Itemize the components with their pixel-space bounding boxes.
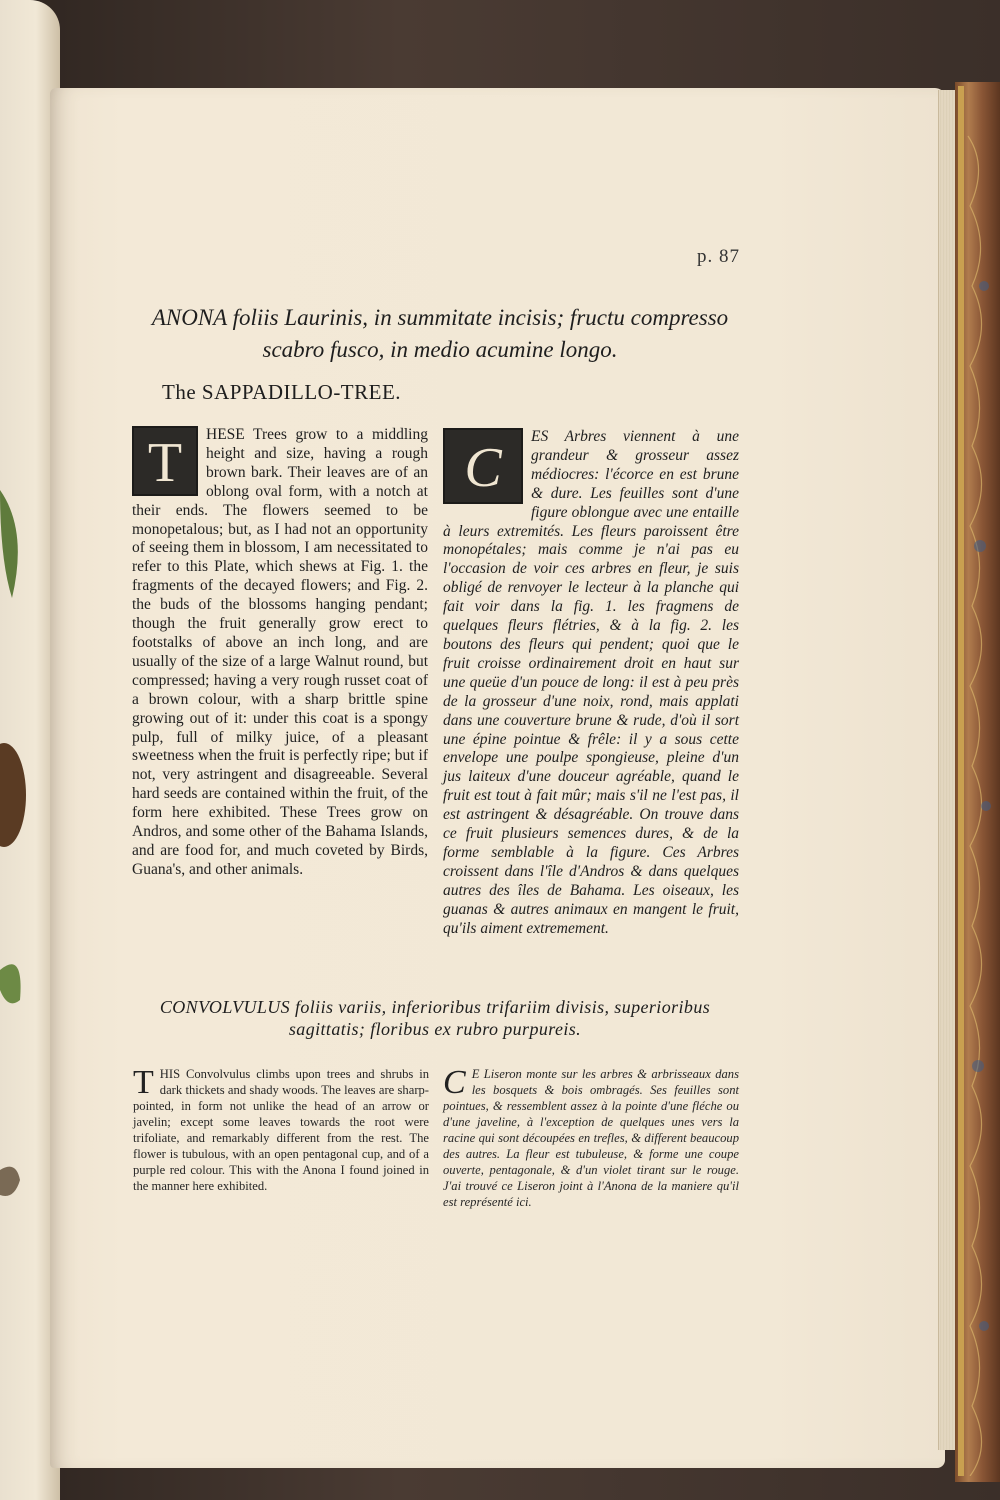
english-body-text: HESE Trees grow to a middling height and size, having a rough brown bark. Their leaves are of an oblong oval form, with a notch at their ends. The flowers seemed to be monopetalous; but, as I had not an opportunity of seeing them in blossom, I am necessitated to refer to this Plate, which shews at Fig. 1. the fragments of the decayed flowers; and Fig. 2. the buds of the blossoms hanging pendant; though the fruit generally grow erect to footstalks of above an inch long, and are usually of the size of a large Walnut round, but compressed; having a very rough russet coat of a brown colour, with a sharp brittle spine growing out of it: under this coat is a spongy pulp, full of milky juice, of a pleasant sweetness when the fruit is perfectly ripe; but if not, very astringent and disagreeable. Several hard seeds are contained within the fruit, of the form here exhibited. These Trees grow on Andros, and some other of the Bahama Islands, and are food for, and much coveted by Birds, Guana's, and other animals.	[132, 426, 428, 878]
latin-title-convolvulus: CONVOLVULUS foliis variis, inferioribus trifariim divisis, superioribus sagittatis; floribus ex rubro purpureis.	[159, 997, 711, 1039]
section-heading-sappadillo: The SAPPADILLO-TREE.	[162, 380, 402, 404]
ornamental-drop-cap: T	[132, 426, 198, 496]
drop-cap: C	[443, 1064, 466, 1101]
french-column-convolvulus	[443, 1066, 739, 1210]
ornamental-drop-cap: C	[443, 428, 523, 504]
latin-title-anona: ANONA foliis Laurinis, in summitate incisis; fructu compresso scabro fusco, in medio acumine longo.	[151, 305, 729, 362]
english-column-sappadillo	[132, 426, 428, 880]
bird-illustration-icon	[0, 1150, 24, 1210]
leaf-illustration-icon	[0, 940, 24, 1020]
page-number: p. 87	[697, 246, 740, 267]
french-column-sappadillo	[443, 428, 739, 938]
english-column-convolvulus	[133, 1066, 429, 1194]
marbled-cover-pattern-icon	[958, 86, 998, 1476]
drop-cap: T	[133, 1064, 154, 1101]
french-body-text: ES Arbres viennent à une grandeur & grosseur assez médiocres: l'écorce en est brune & dure. Les feuilles sont d'une figure oblongue avec une entaille à leurs extremités. Les fleurs paroissent être monopétales; mais comme je n'ai pas eu l'occasion de voir ces arbres en fleur, je suis obligé de renvoyer le lecteur à la planche qui fait voir dans la fig. 1. les fragmens de quelques fleurs flétries, & à la fig. 2. les boutons des fleurs qui pendent; quoi que le fruit croisse ordinairement droit en haut sur une queüe d'un pouce de long: il est à peu près de la grosseur d'une noix, rond, mais applati dans une couverture brune & rude, d'où il sort une épine pointue & frêle: il y a sous cette envelope une poulpe spongieuse, pleine d'un jus laiteux d'une douceur agréable, quand le fruit est tout à fait mûr; mais s'il ne l'est pas, il est astringent & désagréable. On trouve dans ce fruit plusieurs semences dures, & de la forme semblable à la figure. Ces Arbres croissent dans l'île d'Andros & dans quelques autres des îles de Bahama. Les oiseaux, les guanas & autres animaux en mangent le fruit, qu'ils aiment extremement.	[443, 428, 739, 937]
fruit-illustration-icon	[0, 740, 28, 850]
leaf-illustration-icon	[0, 480, 30, 600]
english-body-text: HIS Convolvulus climbs upon trees and shrubs in dark thickets and shady woods. The leaves are sharp-pointed, in form not unlike the head of an arrow or javelin; except some leaves towards the root were trifoliate, and remarkably different from the rest. The flower is tubulous, with an open pentagonal cup, and of a purple red colour. This with the Anona I found joined in the manner here exhibited.	[133, 1067, 429, 1193]
french-body-text: E Liseron monte sur les arbres & arbrisseaux dans les bosquets & bois ombragés. Ses feuilles sont pointues, & ressemblent assez à la pointe d'une fléche ou d'une javeline, à l'exception de quelques unes vers la racine qui sont découpées en trefles, & different beaucoup des autres. La fleur est tubuleuse, & forme une coupe ouverte, pentagonale, & d'un violet tirant sur le rouge. J'ai trouvé ce Liseron joint à l'Anona de la maniere qu'il est représenté ici.	[443, 1067, 739, 1209]
